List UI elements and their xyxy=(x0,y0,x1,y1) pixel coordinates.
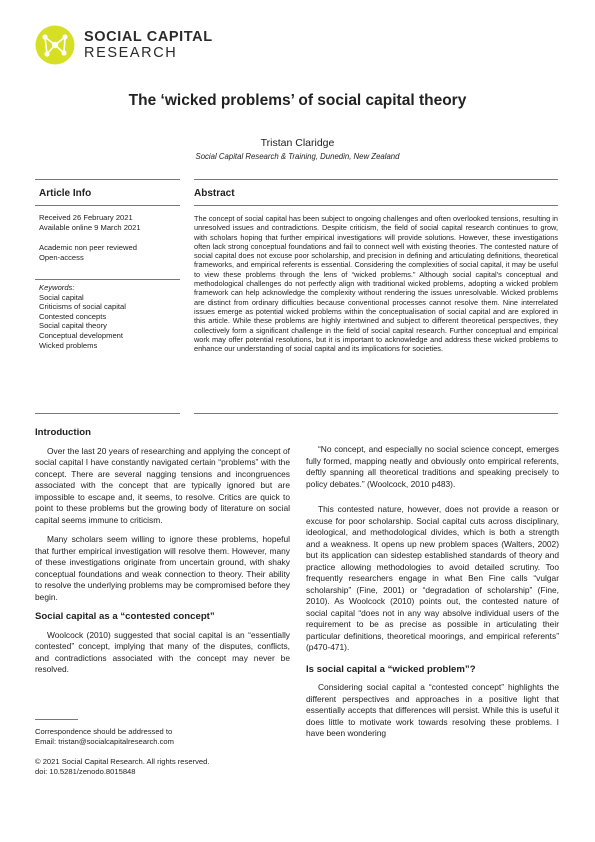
review-status xyxy=(39,243,137,262)
keywords-label: Keywords: xyxy=(39,283,75,292)
top-rule-abstract xyxy=(194,179,558,180)
keyword: Social capital xyxy=(39,292,84,302)
wicked-paragraph-1: Considering social capital a “contested concept” highlights the different perspectives and approaches in a positive light that essentially accepts that differences will persist. While this is useful it does little to motivate work towards resolving these problems. I have been wondering xyxy=(306,682,559,738)
access-type: Open-access xyxy=(39,252,84,262)
copyright-note xyxy=(35,757,209,776)
author-affiliation: Social Capital Research & Training, Dunedin, New Zealand xyxy=(195,152,400,161)
contested-paragraph-2: This contested nature, however, does not provide a reason or excuse for poor scholarship. Social capital cuts across disciplinary, ideological, and methodological divides, which is both a strength and a weakness. It opens up new problem spaces (Walters, 2002) but its application can sidestep established standards of theory and practice allowing methodologies to avoid detailed scrutiny. Too frequently researchers engage in what Ben Fine calls “vulgar scholarship” (Fine, 2001) or “degradation of scholarship” (Fine, 2010). As Woolcock (2010) points out, the contested nature of social capital “does not in any way absolve individual users of the requirement to be as precise as possible in articulating their particular definitions, theoretical moorings, and empirical referents” (p470-471). xyxy=(306,504,559,652)
article-info-heading: Article Info xyxy=(39,188,92,199)
keyword: Conceptual development xyxy=(39,330,124,340)
footnote-rule xyxy=(35,719,78,720)
paper-title: The ‘wicked problems’ of social capital theory xyxy=(128,92,467,109)
correspondence-text: Correspondence should be addressed to xyxy=(35,727,173,736)
keyword: Criticisms of social capital xyxy=(39,302,126,312)
review-type: Academic non peer reviewed xyxy=(39,243,137,252)
author-name: Tristan Claridge xyxy=(260,137,335,149)
contested-concept-heading: Social capital as a “contested concept” xyxy=(35,611,215,622)
brand-line-1: SOCIAL CAPITAL xyxy=(84,29,213,45)
introduction-heading: Introduction xyxy=(35,427,91,438)
correspondence-email: Email: tristan@socialcapitalresearch.com xyxy=(35,736,174,746)
bottom-rule-info xyxy=(35,413,180,414)
intro-paragraph-1: Over the last 20 years of researching and applying the concept of social capital I have constantly navigated certain “problems” with the concept. There are several nagging tensions and incongruences associated with the concept that are typically ignored but are impossible to escape and, it seems, to resolve. Critics are quick to point to these problems but the growing body of literature on social capital seems immune to criticism. xyxy=(35,445,290,525)
abstract-heading: Abstract xyxy=(194,188,235,199)
available-date: Available online 9 March 2021 xyxy=(39,222,141,232)
social-capital-research-logo xyxy=(35,25,75,65)
article-dates xyxy=(39,213,141,232)
intro-paragraph-2: Many scholars seem willing to ignore these problems, hopeful that further empirical investigation will resolve them. However, many of these investigations originate from uncertain ground, with shaky conceptual foundations and weak connection to theory. Their ability to resolve the underlying problems may be compromised before they begin. xyxy=(35,534,290,602)
keyword: Wicked problems xyxy=(39,340,98,350)
brand-name xyxy=(84,30,213,61)
abstract-text: The concept of social capital has been subject to ongoing challenges and often overlooked tensions, resulting in unresolved issues and contradictions. Despite criticism, the field of social capital research continues to grow, with scholars hoping that further empirical investigations will provide solutions. However, these investigations often lack strong conceptual foundations and fail to connect well with existing theories. The contested nature of social capital does not excuse poor scholarship, and precision in defining and articulating definitions, theoretical frameworks, and empirical referents is essential. Considering the complexities of social capital, it may be useful to view these problems through the lens of “wicked problems.” Although social capital's conceptual and methodological challenges do not perfectly align with traditional wicked problems, adopting a wicked problem framework can help acknowledge the complexity without rendering the issues unresolvable. Wicked problems are distinct from ordinary difficulties because conventional processes cannot resolve them. Nine interrelated issues emerge as potential wicked problems within the conceptualisation of social capital and are explored in this article. While these problems are highly intertwined and subject to different theoretical perspectives, they collectively form a significant challenge in the field of social capital research. Further conceptual and empirical work may offer potential resolutions, but it is important to acknowledge and address these wicked problems to enhance our understanding of social capital and its implications for societies. xyxy=(194,214,558,354)
keywords-block xyxy=(39,283,126,350)
right-column xyxy=(306,444,559,748)
bottom-rule-abstract xyxy=(194,413,558,414)
doi-text: doi: 10.5281/zenodo.8015848 xyxy=(35,766,136,776)
contested-paragraph-1: Woolcock (2010) suggested that social capital is an “essentially contested” concept, implying that many of the disputes, conflicts, and contradictions associated with the concept may never be resolved. xyxy=(35,629,290,674)
top-rule-info xyxy=(35,179,180,180)
wicked-problem-heading: Is social capital a “wicked problem”? xyxy=(306,663,476,675)
mid-rule-info xyxy=(35,205,180,206)
keyword: Social capital theory xyxy=(39,321,107,331)
copyright-text: © 2021 Social Capital Research. All rights reserved. xyxy=(35,757,210,766)
keywords-rule xyxy=(35,279,180,280)
left-column xyxy=(35,427,290,684)
keyword: Contested concepts xyxy=(39,311,107,321)
received-date: Received 26 February 2021 xyxy=(39,213,133,222)
brand-line-2: RESEARCH xyxy=(84,45,178,61)
correspondence-note xyxy=(35,727,174,746)
woolcock-quote: “No concept, and especially no social science concept, emerges fully formed, mapping neatly and obviously onto empirical referents, deftly spanning all theoretical traditions and speaking precisely to policy debates.” (Woolcock, 2010 p483). xyxy=(306,444,559,489)
mid-rule-abstract xyxy=(194,205,558,206)
